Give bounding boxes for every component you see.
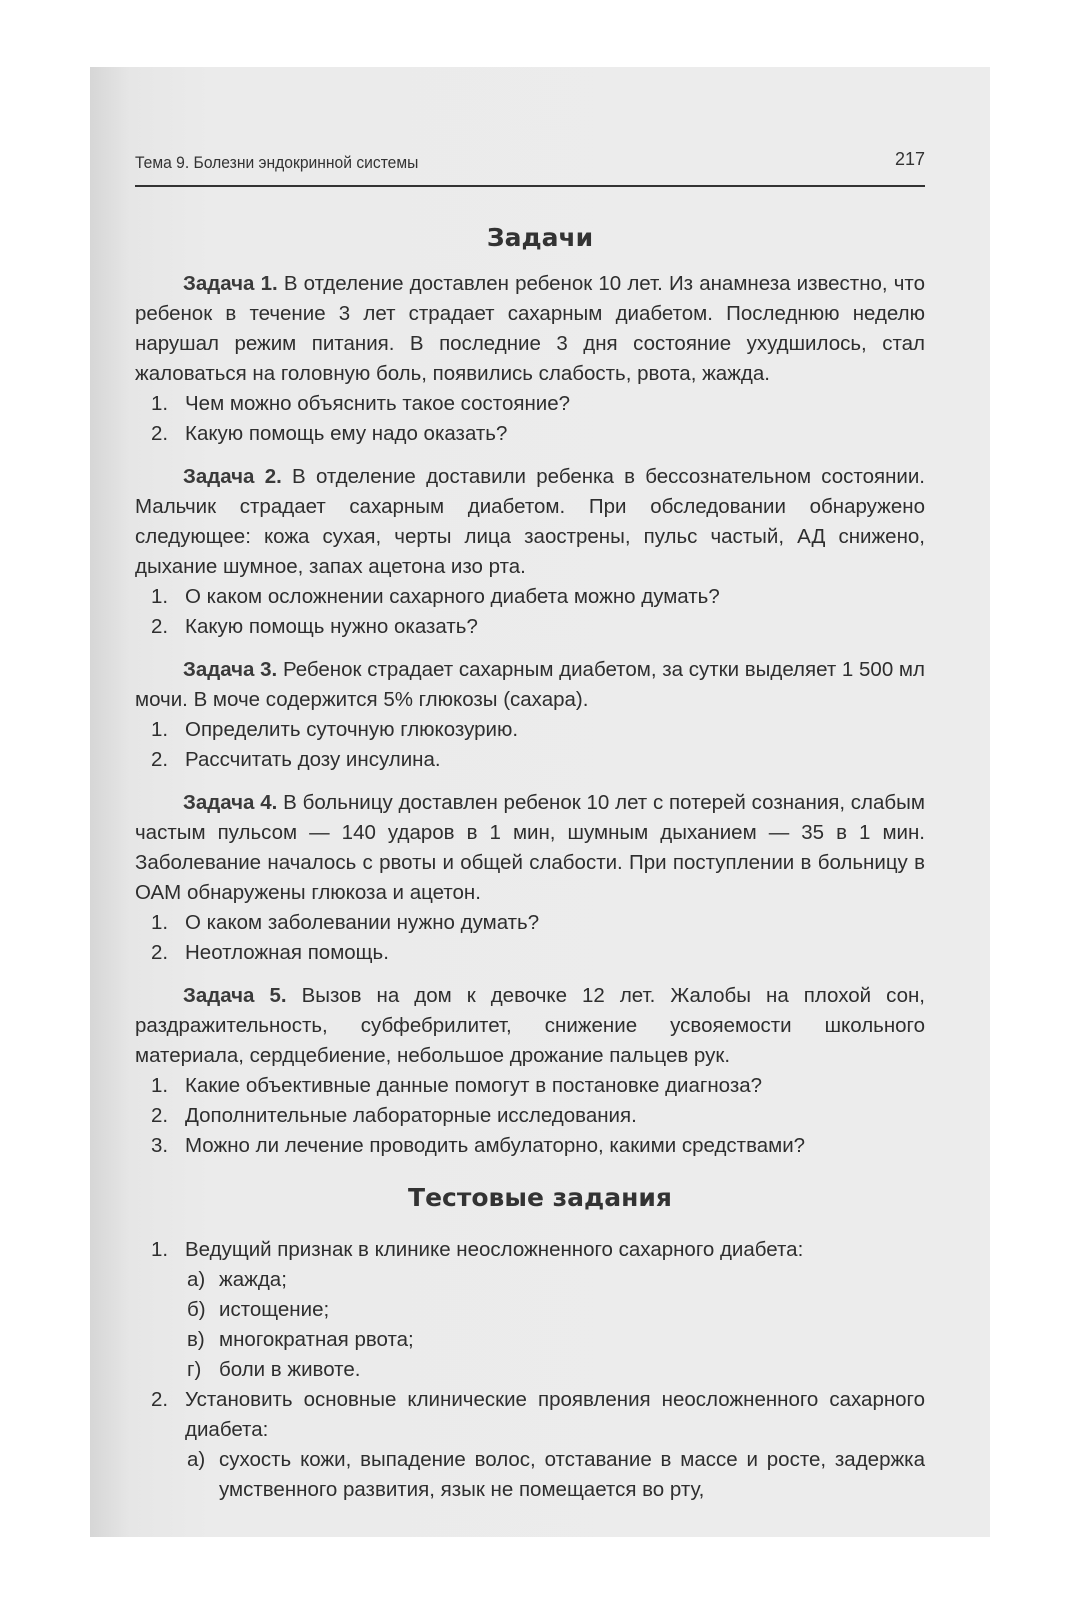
option-item	[135, 1445, 925, 1505]
option-item	[135, 1265, 925, 1295]
question-text: Рассчитать дозу инсулина.	[185, 748, 441, 771]
question-number: 1.	[151, 392, 169, 415]
question-item	[135, 908, 925, 938]
question-text: Какую помощь ему надо оказать?	[185, 422, 508, 445]
question-number: 2.	[151, 941, 169, 964]
option-letter: б)	[187, 1298, 206, 1321]
book-page	[90, 67, 990, 1537]
task-label: Задача 5.	[183, 984, 287, 1007]
task-paragraph	[135, 981, 925, 1071]
tasks-heading: Задачи	[486, 223, 594, 252]
tasks-section	[135, 269, 925, 1174]
question-text: Неотложная помощь.	[185, 941, 389, 964]
question-list	[135, 715, 925, 775]
task-paragraph	[135, 788, 925, 908]
question-text: Дополнительные лабораторные исследования.	[185, 1104, 637, 1127]
question-text: О каком заболевании нужно думать?	[185, 911, 540, 934]
question-item	[135, 1071, 925, 1101]
question-list	[135, 1071, 925, 1161]
test-number: 2.	[151, 1388, 169, 1411]
test-item	[135, 1235, 925, 1265]
question-number: 3.	[151, 1134, 169, 1157]
test-list	[135, 1235, 925, 1265]
option-text: сухость кожи, выпадение волос, отставание в массе и росте, задержка умственного развития, язык не помещается во рту,	[219, 1448, 925, 1501]
task-text: Вызов на дом к девочке 12 лет. Жалобы на плохой сон, раздражительность, субфебрилитет, снижение усвояемости школьного материала, сердцебиение, небольшое дрожание пальцев рук.	[135, 984, 925, 1067]
test-list	[135, 1385, 925, 1445]
task-2	[135, 462, 925, 642]
task-label: Задача 4.	[183, 791, 278, 814]
question-number: 2.	[151, 615, 169, 638]
task-text: В отделение доставили ребенка в бессознательном состоянии. Мальчик страдает сахарным диабетом. При обследовании обнаружено следующее: кожа сухая, черты лица заострены, пульс частый, АД снижено, дыхание шумное, запах ацетона изо рта.	[135, 465, 926, 578]
option-text: многократная рвота;	[219, 1328, 414, 1351]
question-text: Какую помощь нужно оказать?	[185, 615, 478, 638]
task-text: Ребенок страдает сахарным диабетом, за сутки выделяет 1 500 мл мочи. В моче содержится 5% глюкозы (сахара).	[135, 658, 925, 711]
question-text: Чем можно объяснить такое состояние?	[185, 392, 571, 415]
question-number: 2.	[151, 1104, 169, 1127]
task-3	[135, 655, 925, 775]
question-item	[135, 745, 925, 775]
tests-heading: Тестовые задания	[408, 1183, 672, 1212]
task-1	[135, 269, 925, 449]
task-paragraph	[135, 269, 925, 389]
option-letter: а)	[187, 1268, 206, 1291]
option-item	[135, 1295, 925, 1325]
task-text: В отделение доставлен ребенок 10 лет. Из анамнеза известно, что ребенок в течение 3 лет страдает сахарным диабетом. Последнюю неделю нарушал режим питания. В последние 3 дня состояние ухудшилось, стал жаловаться на головную боль, появились слабость, рвота, жажда.	[135, 272, 925, 385]
task-label: Задача 3.	[183, 658, 278, 681]
question-number: 1.	[151, 911, 169, 934]
option-list	[135, 1445, 925, 1505]
question-item	[135, 938, 925, 968]
page-number: 217	[894, 149, 925, 169]
question-text: Определить суточную глюкозурию.	[185, 718, 519, 741]
question-list	[135, 389, 925, 449]
test-number: 1.	[151, 1238, 169, 1261]
question-number: 1.	[151, 1074, 169, 1097]
task-text: В больницу доставлен ребенок 10 лет с потерей сознания, слабым частым пульсом — 140 ударов в 1 мин, шумным дыханием — 35 в 1 мин. Заболевание началось с рвоты и общей слабости. При поступлении в больницу в ОАМ обнаружены глюкоза и ацетон.	[135, 791, 925, 904]
tests-section	[135, 1235, 925, 1505]
option-text: боли в животе.	[219, 1358, 361, 1381]
task-4	[135, 788, 925, 968]
header-title: Тема 9. Болезни эндокринной системы	[135, 153, 419, 172]
option-letter: в)	[187, 1328, 205, 1351]
question-item	[135, 389, 925, 419]
question-item	[135, 419, 925, 449]
question-number: 1.	[151, 585, 169, 608]
question-list	[135, 582, 925, 642]
option-item	[135, 1355, 925, 1385]
option-text: истощение;	[219, 1298, 330, 1321]
option-letter: г)	[187, 1358, 202, 1381]
test-question: Ведущий признак в клинике неосложненного сахарного диабета:	[185, 1238, 804, 1261]
question-list	[135, 908, 925, 968]
option-text: жажда;	[219, 1268, 287, 1291]
question-item	[135, 715, 925, 745]
question-item	[135, 1101, 925, 1131]
option-letter: а)	[187, 1448, 206, 1471]
option-item	[135, 1325, 925, 1355]
question-item	[135, 612, 925, 642]
question-number: 2.	[151, 422, 169, 445]
task-label: Задача 1.	[183, 272, 278, 295]
test-item	[135, 1385, 925, 1445]
question-text: Можно ли лечение проводить амбулаторно, какими средствами?	[185, 1134, 806, 1157]
task-paragraph	[135, 462, 925, 582]
question-number: 1.	[151, 718, 169, 741]
test-question: Установить основные клинические проявления неосложненного сахарного диабета:	[185, 1388, 925, 1441]
option-list	[135, 1265, 925, 1385]
question-item	[135, 582, 925, 612]
task-5	[135, 981, 925, 1161]
question-number: 2.	[151, 748, 169, 771]
task-label: Задача 2.	[183, 465, 282, 488]
task-paragraph	[135, 655, 925, 715]
question-item	[135, 1131, 925, 1161]
running-header	[135, 149, 925, 187]
question-text: О каком осложнении сахарного диабета можно думать?	[185, 585, 720, 608]
question-text: Какие объективные данные помогут в постановке диагноза?	[185, 1074, 763, 1097]
